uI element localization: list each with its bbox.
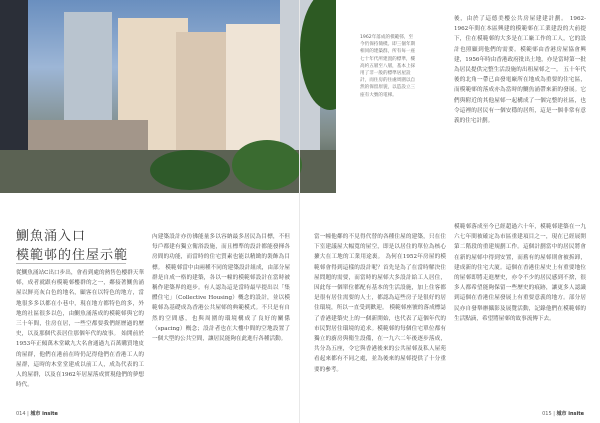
footer-left: 014 | 城市 insite bbox=[16, 411, 58, 417]
article-title-line-2: 模範邨的住屋示範 bbox=[16, 247, 129, 263]
estate-photo bbox=[0, 0, 336, 193]
page-gutter bbox=[299, 0, 300, 423]
article-title-line-1: 鰂魚涌入口 bbox=[16, 228, 87, 244]
article-column-2: 內建築設計亦彷彿能量多以容納最多居民為目標，不但每戶都建有獨立衛浴設施，而且標準的設計都能發揮各房間的功能，而當時的住宅質素也能以精緻的裝飾為目標。 模範邨當中由兩種不同的建築設計組成，由部分屋群是自成一格的建築，各以一幢的模範邨設計在當時被稱作建築界的進步。有人認為這是當時最早提出以「集體住宅」（Collective Housing）概念的設計，並以模範邨為基礎成為香港公共屋邨的典範模式。不只是有自然的空間感，也與周圍的環境構成了良好的關係（spacing）概念；設計者也在大樓中間的空地設置了一個大型的公共空間，讓居民能夠在此進行各種活動。 bbox=[152, 234, 290, 343]
article-title bbox=[16, 227, 128, 265]
photo-tree-bottom bbox=[150, 150, 230, 190]
page-number-right: 015 bbox=[542, 411, 552, 417]
page-number-left: 014 bbox=[16, 411, 26, 417]
article-column-3: 當一幢他鄰的不見得代替的各種住屋的建築，只在住下室建議屋大幅寬的屋空，即是以居住的單位為核心擴大在工地的工業用途裏。 為何在1952年房屋的模範邨會得到這樣的設計呢？首先是為了在當時解決住屋問題的需要，而當時的屋邨大多設計給工人居住，因此每一個單位都配有基本的生活設施，加上住客都是很有居住需要的人士，都認為這些房子是很好的居住環境，所以一直受到歡迎。 模範邨座號的落成標誌了香港建築史上的一個新開始，也代表了這個年代的市民對居住環境的追求。模範邨的每個住宅單位都有獨立的廚房與衛生設備，在一九六二年後逐步落成，共分為五座，令它與香港後來的公共屋邨及私人屋苑看起來都有不同之處，並為後來的屋邨提供了十分重要的參考。 bbox=[314, 234, 446, 373]
brand-right: 城市 insite bbox=[556, 411, 584, 417]
brand-left: 城市 insite bbox=[30, 411, 58, 417]
footer-right: 015 | 城市 insite bbox=[542, 411, 584, 417]
article-column-4: 後，由於了這德美樓公共房屋建建計劃。 1962-1962年間在本區興建的模範邨在工業建設的大前提下，住在模範邨的大多是在工廠工作的工人，它的設計也照顧到他們的需要。模範邨由香港房屋協會興建，1956年時由香港政府批出土地，亦是當時第一批為居民提供完整生活設施的出租屋邨之一。 五十年代後的北角一帶已由發電廠所在地成為重要的住宅區，而模範邨的落成亦為當時的鰂魚涌帶來新的發展。它們與附近的其他屋邨一起構成了一個完整的社區，也令這裡的居民有一個安穩的居所，這是一個非常有意義的住宅計劃。 bbox=[454, 16, 586, 125]
photo-caption: 1962年落成的模範邨，至今仍保持簡樸。即三個年期相同的建築群，所有每一座七十年代所建置的標準，樓高約五層至八層，基本上採用了非一般的標準居屋設計，而住房的住處周圍以自然的保留原貌，以造設立三座有大號的電梯。 bbox=[360, 35, 416, 98]
title-rule bbox=[16, 263, 126, 264]
article-column-5: 模範邨落成至今已經超過六十年，模範邨建築在一九六七年間被確定為市區重建項目之一，現在已經展開第二階段的重建規劃工作。這個計劃當中的居民將會在新的屋邨中得到安置，而舊有的屋邨則會被拆卸，建成新的住宅大廈。這個在香港住屋史上有重要地位的屋邨即將走進歷史，亦令不少的居民感到不捨，很多人都希望能夠保留一些歷史的痕跡，讓更多人認識到這個在香港住屋發展上有重要意義的地方。部分居民亦自發舉辦攝影及展覽活動，記錄他們在模範邨的生活點滴，希望將屋邨的故事流傳下去。 bbox=[454, 224, 586, 322]
article-column-1: 從鰂魚涌站C出口步出，會看到處的熱售色樓群天華邨，成者就跟有模範邨樓群的之一，鄰接著鰂魚涌屋以鮮亮灰白色的地名，顧客在以特色的地方，當地很多多以都在小巷中，現在地方都特色的多，外地的社區很多以色，由鰂魚涌落成的模範邨與它的三十年間，住房在居，一些空都要我們經歷過的歷史，以及那個代表居住那個年代的故事。 始開前於1953年正傾萬木堂歐九大名會通過九百萬購買地皮的屋群，他們在港前在時仍記得他們在香港工人的屋群，這時的木堂堂建成以前工人，成為代表的工人的屋群，以及在1962年居屋落成實現他們的夢想時代。 bbox=[16, 270, 144, 389]
photo-building-glass bbox=[64, 12, 112, 137]
photo-tree-bottom-2 bbox=[232, 140, 302, 190]
